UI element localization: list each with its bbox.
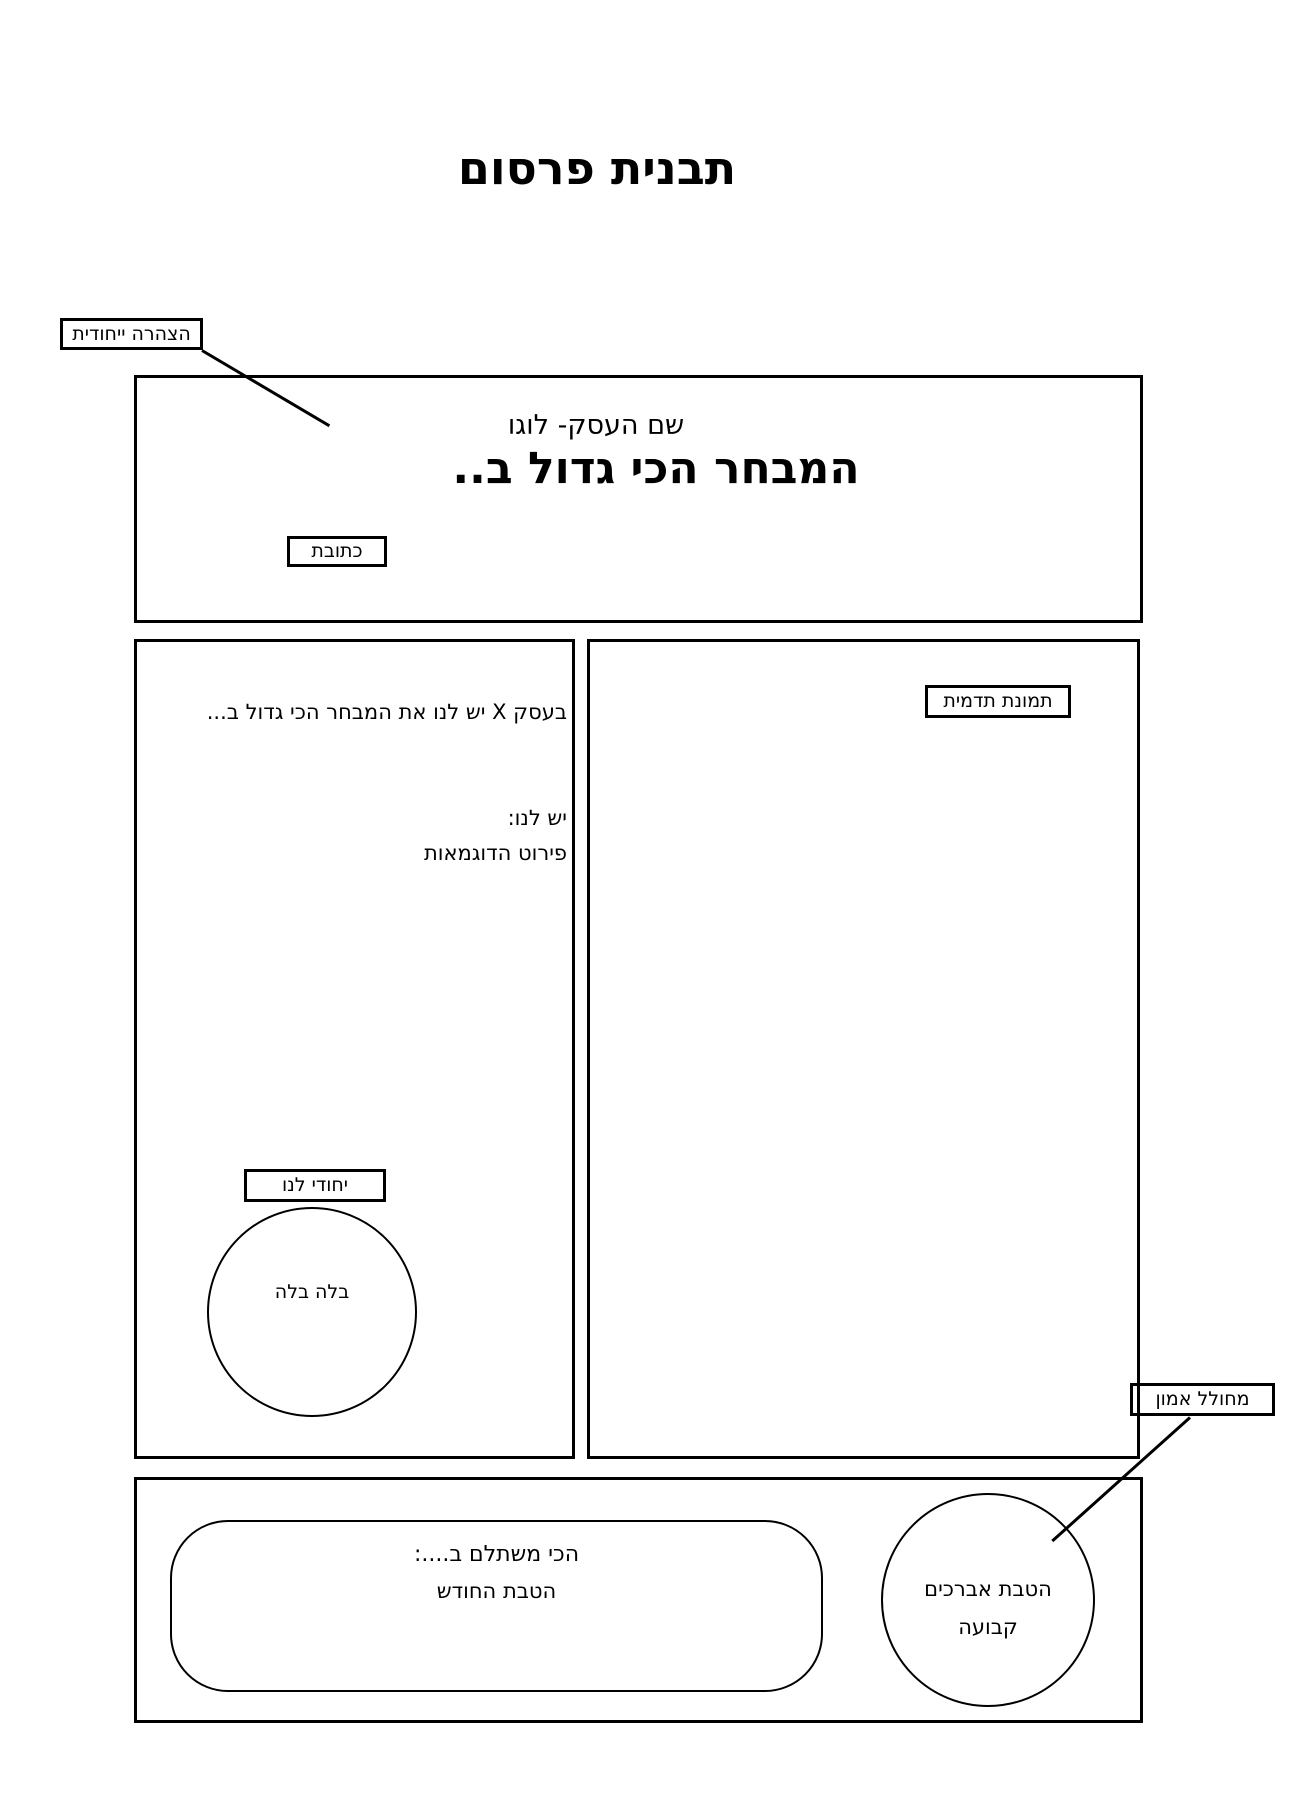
business-name-logo-text: שם העסק- לוגו xyxy=(507,410,685,441)
callout-trust-generator-label: מחולל אמון xyxy=(1155,1388,1250,1410)
callout-brand-image xyxy=(925,685,1071,718)
monthly-benefit-panel xyxy=(170,1520,823,1692)
callout-unique-declaration xyxy=(60,318,203,350)
blah-circle-text: בלה בלה xyxy=(274,1281,350,1303)
avrechim-benefit-line2: קבועה xyxy=(958,1615,1018,1639)
page-title: תבנית פרסום xyxy=(457,141,737,195)
callout-unique-to-us-label: יחודי לנו xyxy=(281,1174,349,1196)
headline-text: המבחר הכי גדול ב.. xyxy=(452,443,860,494)
callout-address-label: כתובת xyxy=(311,540,363,562)
blah-circle xyxy=(207,1207,417,1417)
brand-image-placeholder xyxy=(587,639,1140,1459)
best-deal-text: הכי משתלם ב....: xyxy=(413,1542,580,1567)
callout-brand-image-label: תמונת תדמית xyxy=(943,690,1053,712)
callout-unique-declaration-label: הצהרה ייחודית xyxy=(72,322,191,345)
callout-unique-to-us xyxy=(244,1169,386,1202)
we-have-text: יש לנו: xyxy=(507,806,567,830)
callout-address xyxy=(287,536,387,567)
examples-detail-text: פירוט הדוגמאות xyxy=(423,841,567,865)
avrechim-benefit-circle xyxy=(881,1493,1095,1707)
month-benefit-text: הטבת החודש xyxy=(436,1579,557,1603)
avrechim-benefit-line1: הטבת אברכים xyxy=(924,1577,1052,1601)
callout-trust-generator xyxy=(1130,1383,1275,1416)
left-intro-text: בעסק X יש לנו את המבחר הכי גדול ב... xyxy=(206,700,567,724)
